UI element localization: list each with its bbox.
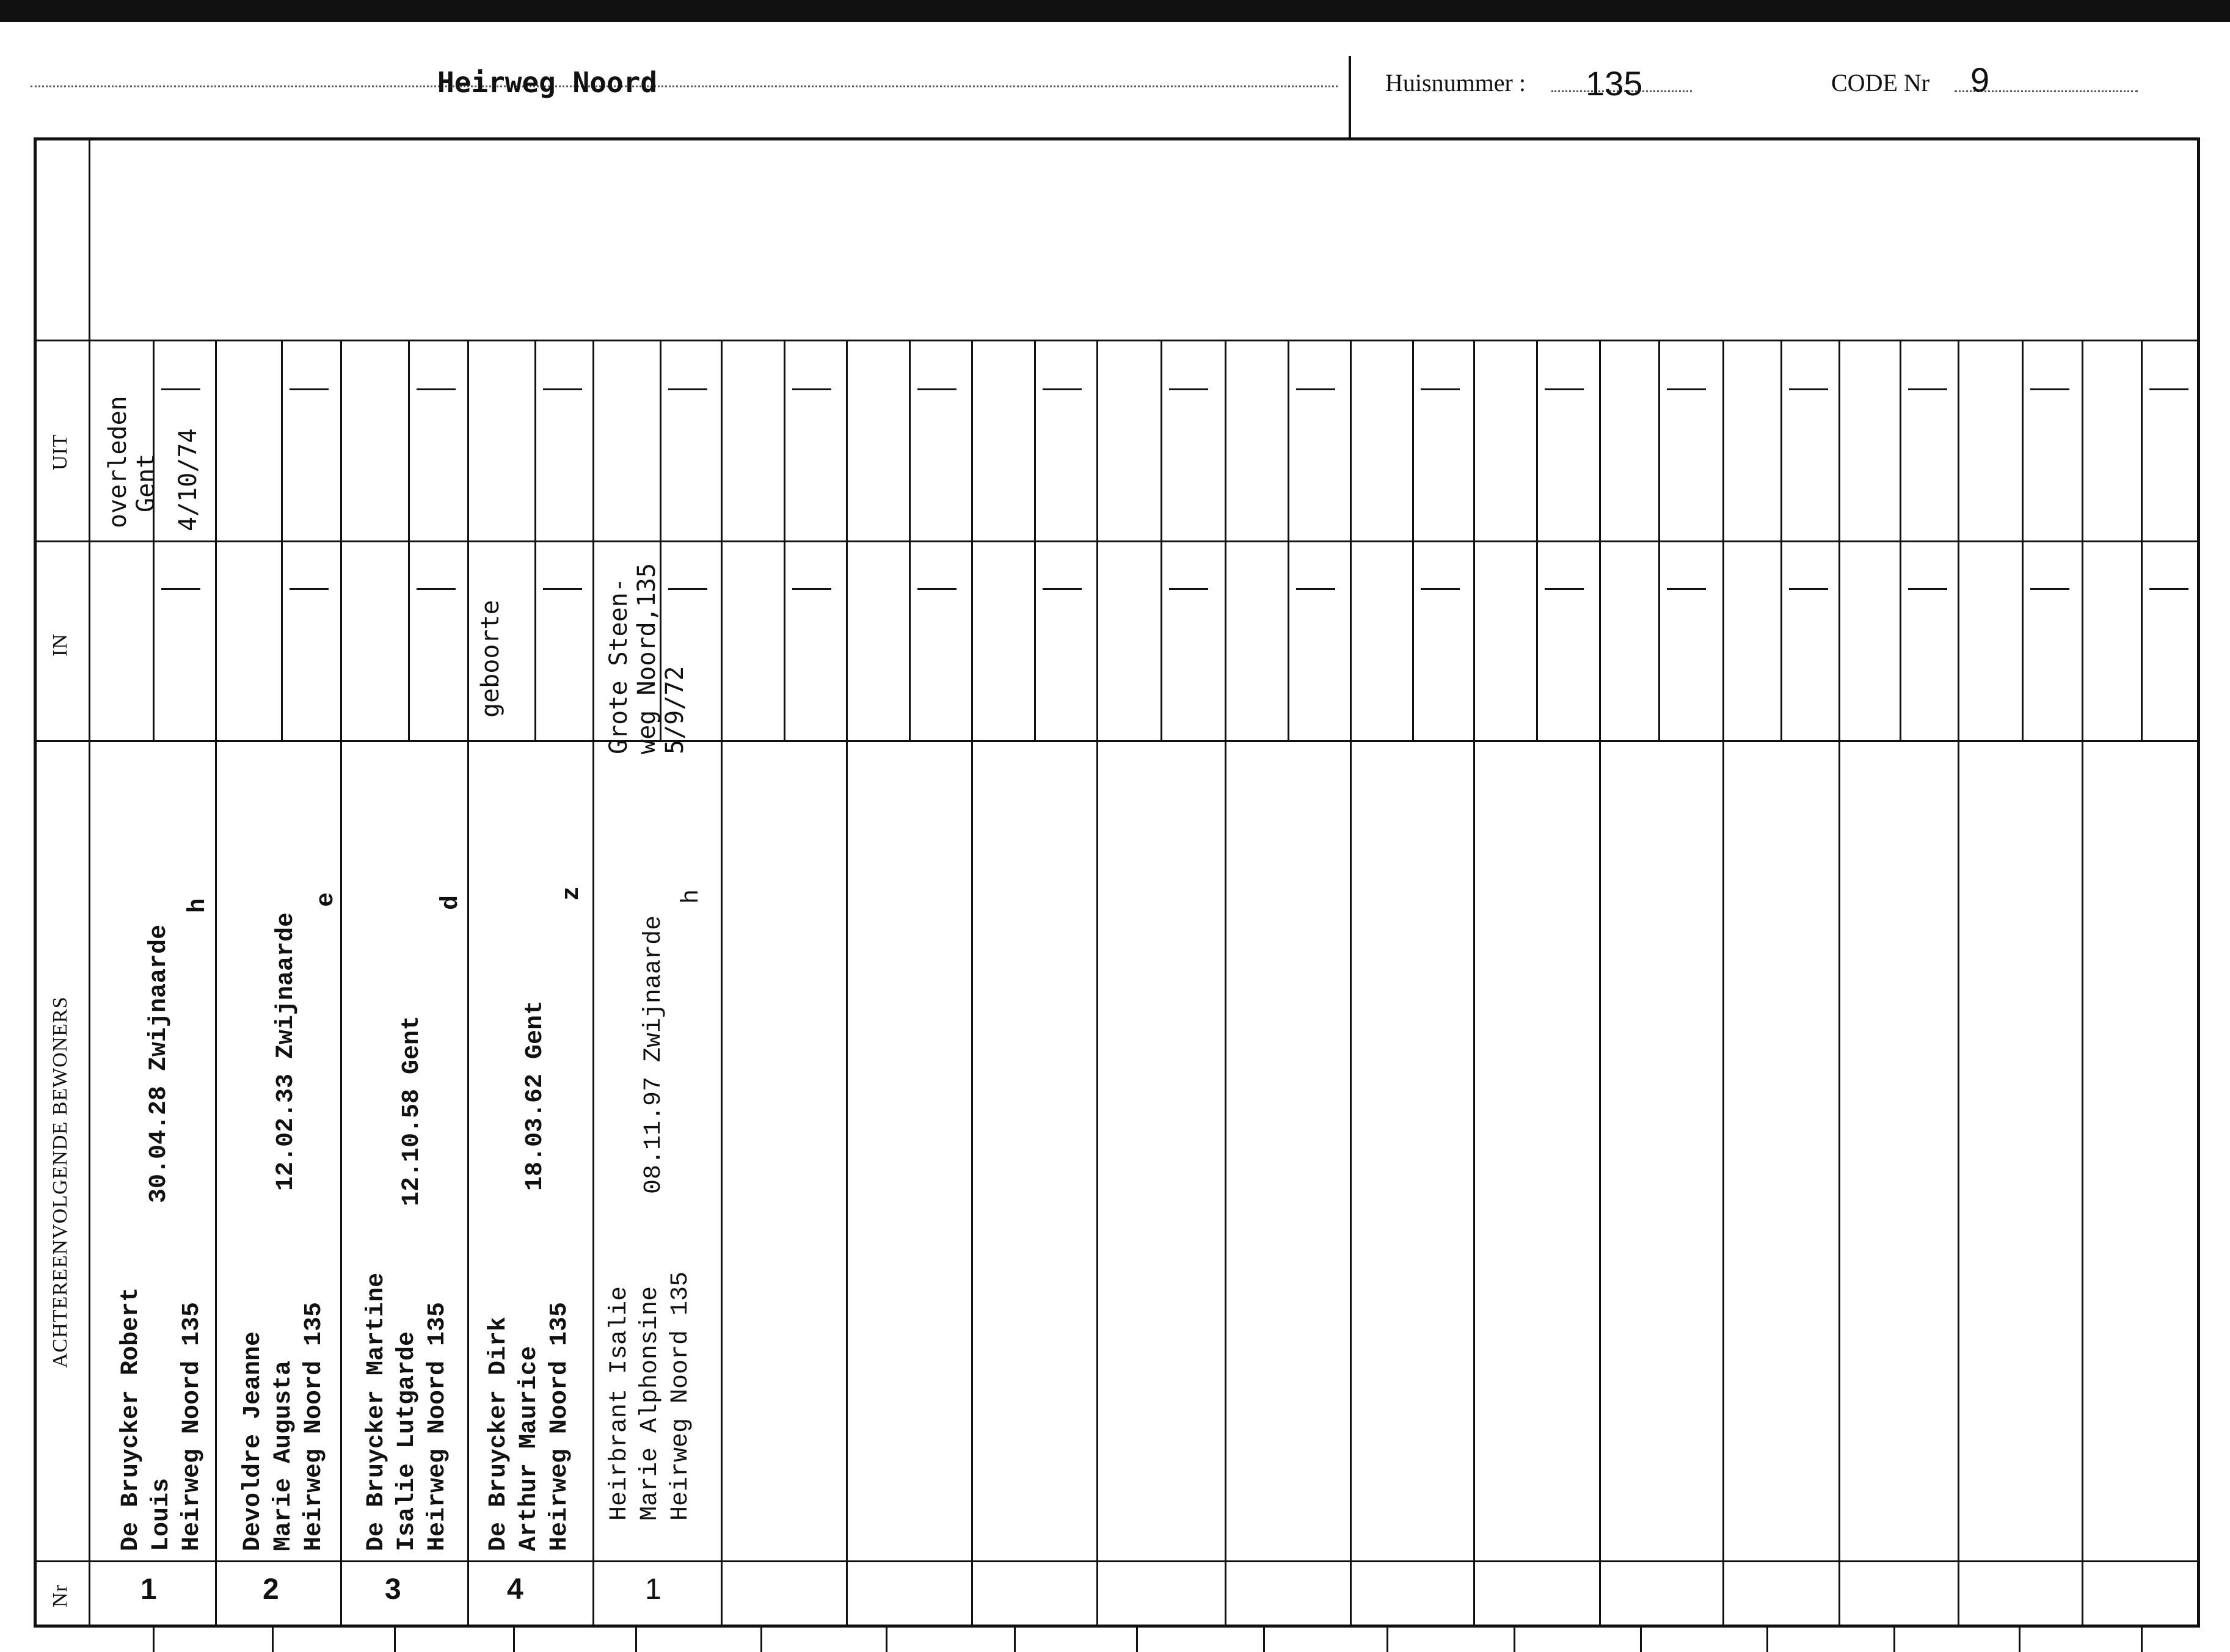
column-subline — [1900, 340, 1901, 740]
entry-dash — [1789, 588, 1828, 590]
column-subline — [1412, 340, 1414, 740]
uit-top-line — [34, 340, 89, 341]
column-subline — [784, 340, 785, 740]
entry-dash — [1545, 388, 1584, 390]
street-dotline — [31, 86, 1338, 87]
nr-3: 3 — [385, 1573, 401, 1606]
bewoners-section-label: ACHTEREENVOLGENDE BEWONERS — [49, 996, 71, 1368]
entry-dash — [1043, 588, 1082, 590]
birth-info-4: 18.03.62 Gent — [522, 1000, 549, 1191]
column-line — [1599, 340, 1601, 1628]
bottom-tick — [760, 1628, 762, 1652]
entry-dash — [2030, 388, 2069, 390]
relation-5: h — [678, 889, 705, 904]
entry-dash — [2149, 588, 2188, 590]
entry-dash — [417, 388, 456, 390]
bottom-tick — [1386, 1628, 1388, 1652]
entry-dash — [1421, 588, 1460, 590]
house-number-label: Huisnummer : — [1385, 69, 1526, 96]
bottom-tick — [272, 1628, 274, 1652]
name-line-2c: Heirweg Noord 135 — [301, 1301, 328, 1551]
name-line-3c: Heirweg Noord 135 — [424, 1301, 451, 1551]
column-subline — [1161, 340, 1162, 740]
resident-name-3 — [362, 1273, 453, 1551]
resident-name-2 — [238, 1302, 330, 1551]
uit-text-1a: overleden — [104, 396, 132, 528]
in-date-5: 5/9/72 — [661, 666, 689, 754]
header-divider — [1349, 56, 1351, 138]
resident-name-5 — [605, 1272, 696, 1521]
entry-dash — [792, 388, 831, 390]
uit-date-1: 4/10/74 — [174, 428, 202, 531]
house-number-value: 135 — [1586, 64, 1643, 103]
uit-text-1b: Gent — [132, 453, 160, 512]
entry-dash — [1169, 388, 1208, 390]
code-label: CODE Nr — [1831, 69, 1930, 96]
column-line — [1473, 340, 1475, 1628]
bottom-tick — [1514, 1628, 1515, 1652]
entry-dash — [1043, 388, 1082, 390]
column-subline — [534, 340, 536, 740]
column-line — [1722, 340, 1724, 1628]
column-line — [1350, 340, 1352, 1628]
name-line-3b: Isalie Lutgarde — [393, 1331, 421, 1551]
entry-dash — [290, 388, 329, 390]
in-entry-5 — [605, 563, 689, 754]
column-line — [971, 340, 973, 1628]
entry-dash — [1667, 388, 1706, 390]
in-bewoners-divider — [34, 740, 2200, 742]
entry-dash — [792, 588, 831, 590]
bottom-tick — [886, 1628, 887, 1652]
column-line — [1096, 340, 1098, 1628]
bottom-tick — [1766, 1628, 1768, 1652]
name-line-1a: De Bruycker Robert — [117, 1287, 145, 1551]
uit-entry-1 — [104, 396, 160, 528]
column-subline — [2022, 340, 2024, 740]
nr-5: 1 — [645, 1573, 661, 1606]
entry-dash — [543, 588, 582, 590]
name-line-2a: Devoldre Jeanne — [239, 1331, 267, 1551]
entry-dash — [1421, 388, 1460, 390]
column-subline — [408, 340, 410, 740]
name-line-5b: Marie Alphonsine — [636, 1286, 664, 1521]
entry-dash — [1296, 588, 1335, 590]
in-text-5a: Grote Steen- — [605, 578, 633, 754]
bottom-tick — [394, 1628, 396, 1652]
entry-dash — [917, 388, 956, 390]
bottom-tick — [1014, 1628, 1016, 1652]
column-line — [1838, 340, 1840, 1628]
entry-dash — [1789, 388, 1828, 390]
column-subline — [1034, 340, 1036, 740]
code-value: 9 — [1970, 60, 1990, 99]
bottom-tick — [1640, 1628, 1642, 1652]
entry-dash — [2149, 388, 2188, 390]
entry-dash — [290, 588, 329, 590]
relation-4: z — [558, 886, 586, 901]
entry-dash — [1169, 588, 1208, 590]
street-name: Heirweg Noord — [437, 66, 658, 99]
column-line — [2082, 340, 2083, 1628]
name-line-4a: De Bruycker Dirk — [485, 1316, 512, 1551]
top-area-divider — [89, 340, 2200, 341]
entry-dash — [161, 588, 200, 590]
in-text-5b: weg Noord,135 — [633, 562, 661, 754]
top-scan-edge — [0, 0, 2230, 22]
relation-2: e — [313, 892, 340, 907]
uit-section-label: UIT — [49, 434, 71, 470]
column-line — [721, 340, 723, 1628]
nr-4: 4 — [507, 1573, 523, 1606]
entry-dash — [1908, 588, 1947, 590]
bottom-tick — [513, 1628, 515, 1652]
bottom-tick — [1136, 1628, 1138, 1652]
name-line-5c: Heirweg Noord 135 — [667, 1271, 694, 1521]
name-line-4c: Heirweg Noord 135 — [546, 1301, 574, 1551]
entry-dash — [2030, 588, 2069, 590]
entry-dash — [917, 588, 956, 590]
nr-2: 2 — [263, 1573, 279, 1606]
in-entry-4: geboorte — [476, 600, 505, 718]
column-line — [1225, 340, 1226, 1628]
entry-dash — [417, 588, 456, 590]
column-subline — [281, 340, 283, 740]
entry-dash — [1296, 388, 1335, 390]
birth-info-3: 12.10.58 Gent — [398, 1015, 426, 1206]
in-section-label: IN — [49, 633, 71, 657]
name-line-4b: Arthur Maurice — [516, 1345, 543, 1551]
bottom-tick — [2019, 1628, 2020, 1652]
column-subline — [2141, 340, 2143, 740]
column-subline — [1288, 340, 1289, 740]
column-line — [467, 340, 469, 1628]
birth-info-1: 30.04.28 Zwijnaarde — [145, 924, 173, 1203]
bottom-tick — [153, 1628, 155, 1652]
bottom-tick — [1893, 1628, 1895, 1652]
relation-1: h — [184, 898, 212, 913]
name-line-5a: Heirbrant Isalie — [606, 1286, 633, 1521]
entry-dash — [543, 388, 582, 390]
entry-dash — [1908, 388, 1947, 390]
column-subline — [1658, 340, 1660, 740]
nr-1: 1 — [140, 1573, 157, 1606]
column-line — [846, 340, 848, 1628]
entry-dash — [668, 388, 707, 390]
name-line-1b: Louis — [148, 1477, 175, 1551]
uit-in-divider — [34, 540, 2200, 542]
birth-info-2: 12.02.33 Zwijnaarde — [272, 912, 300, 1191]
label-column-divider — [89, 137, 90, 1628]
relation-3: d — [437, 895, 465, 910]
column-line — [1958, 340, 1959, 1628]
column-line — [215, 340, 217, 1628]
name-line-2b: Marie Augusta — [270, 1360, 297, 1551]
name-line-1c: Heirweg Noord 135 — [178, 1301, 206, 1551]
entry-dash — [1667, 588, 1706, 590]
bottom-tick — [1263, 1628, 1265, 1652]
register-frame — [34, 137, 2200, 1628]
name-line-3a: De Bruycker Martine — [363, 1272, 390, 1551]
column-subline — [1780, 340, 1782, 740]
column-line — [340, 340, 342, 1628]
column-subline — [1536, 340, 1538, 740]
bottom-tick — [2141, 1628, 2143, 1652]
bottom-tick — [635, 1628, 637, 1652]
birth-info-5: 08.11.97 Zwijnaarde — [640, 915, 668, 1194]
resident-name-1 — [116, 1287, 208, 1551]
column-line — [592, 340, 594, 1628]
entry-dash — [161, 388, 200, 390]
resident-name-4 — [484, 1302, 575, 1551]
nr-section-label: Nr — [49, 1584, 71, 1607]
column-subline — [909, 340, 911, 740]
bewoners-nr-divider — [34, 1560, 2200, 1562]
entry-dash — [1545, 588, 1584, 590]
